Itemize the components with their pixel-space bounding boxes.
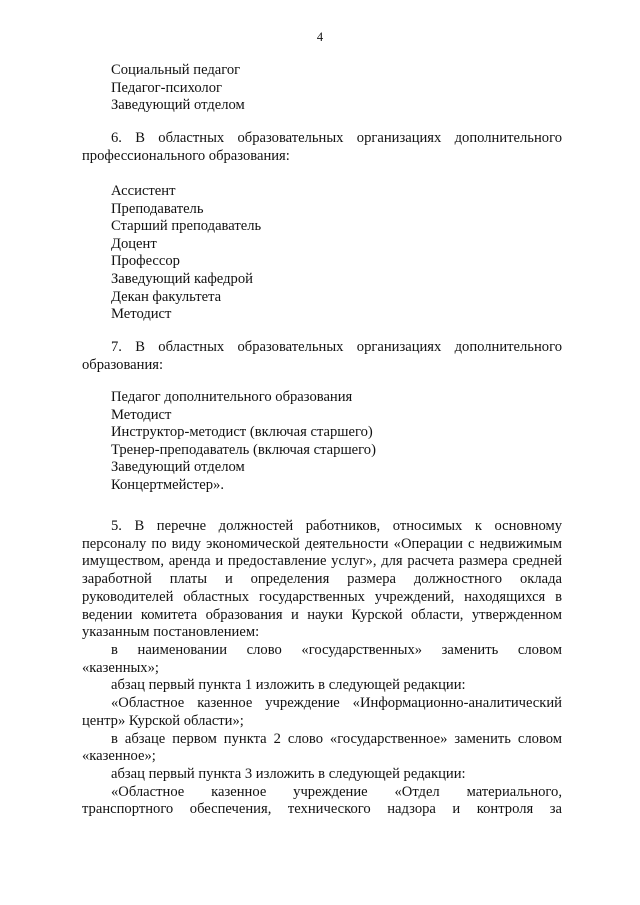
section-6-line-1: 6. В областных образовательных организациях дополнительного (111, 130, 562, 146)
section-6-line-2: профессионального образования: (82, 147, 290, 164)
list-item: Социальный педагог (111, 62, 241, 78)
section-7-heading (82, 339, 562, 374)
section-6-heading (82, 130, 562, 165)
list-item: Ассистент (111, 183, 176, 199)
text-line: заработной платы и определения размера должностного оклада (82, 571, 562, 588)
list-item: Методист (111, 406, 172, 423)
list-item: Тренер-преподаватель (включая старшего) (111, 441, 376, 458)
text-line: руководителей областных государственных учреждений, находящихся в (82, 588, 562, 605)
list-item: Инструктор-методист (включая старшего) (111, 424, 373, 441)
text-line: указанным постановлением: (82, 624, 260, 641)
list-item: Преподаватель (111, 200, 204, 217)
text-line: транспортного обеспечения, технического надзора и контроля за (82, 801, 562, 818)
amendments (82, 642, 562, 819)
text-line: персоналу по виду экономической деятельности «Операции с недвижимым (82, 535, 562, 552)
text-line: ведении комитета образования и науки Курской области, утвержденном (82, 606, 562, 623)
section-7-line-2: образования: (82, 356, 164, 373)
list-item: Заведующий отделом (111, 97, 245, 114)
list-item: Заведующий кафедрой (111, 270, 253, 287)
text-line: «казенных»; (82, 659, 159, 676)
list-item: Педагог дополнительного образования (111, 389, 353, 405)
point-5-paragraph (82, 518, 562, 642)
list-item: Заведующий отделом (111, 459, 245, 476)
list-item: Методист (111, 306, 172, 323)
text-line: имуществом, аренда и предоставление услуг», для расчета размера средней (82, 553, 562, 570)
list-item: Профессор (111, 253, 180, 270)
text-line: абзац первый пункта 1 изложить в следующей редакции: (111, 677, 466, 694)
section-7-list (111, 389, 561, 495)
list-top (111, 62, 561, 115)
text-line: в абзаце первом пункта 2 слово «государственное» заменить словом (111, 730, 562, 747)
page-number: 4 (316, 30, 324, 44)
list-item: Декан факультета (111, 288, 222, 305)
section-7-line-1: 7. В областных образовательных организациях дополнительного (111, 339, 562, 355)
list-item: Старший преподаватель (111, 218, 262, 235)
section-6-list (111, 183, 561, 324)
text-line: абзац первый пункта 3 изложить в следующей редакции: (111, 765, 466, 782)
list-item: Педагог-психолог (111, 79, 222, 96)
list-item: Концертмейстер». (111, 476, 224, 493)
text-line: 5. В перечне должностей работников, относимых к основному (111, 518, 562, 534)
text-line: в наименовании слово «государственных» заменить словом (111, 642, 562, 658)
text-line: «казенное»; (82, 748, 156, 765)
text-line: «Областное казенное учреждение «Отдел материального, (111, 783, 562, 800)
text-line: центр» Курской области»; (82, 712, 244, 729)
list-item: Доцент (111, 235, 157, 252)
text-line: «Областное казенное учреждение «Информационно-аналитический (111, 695, 562, 712)
